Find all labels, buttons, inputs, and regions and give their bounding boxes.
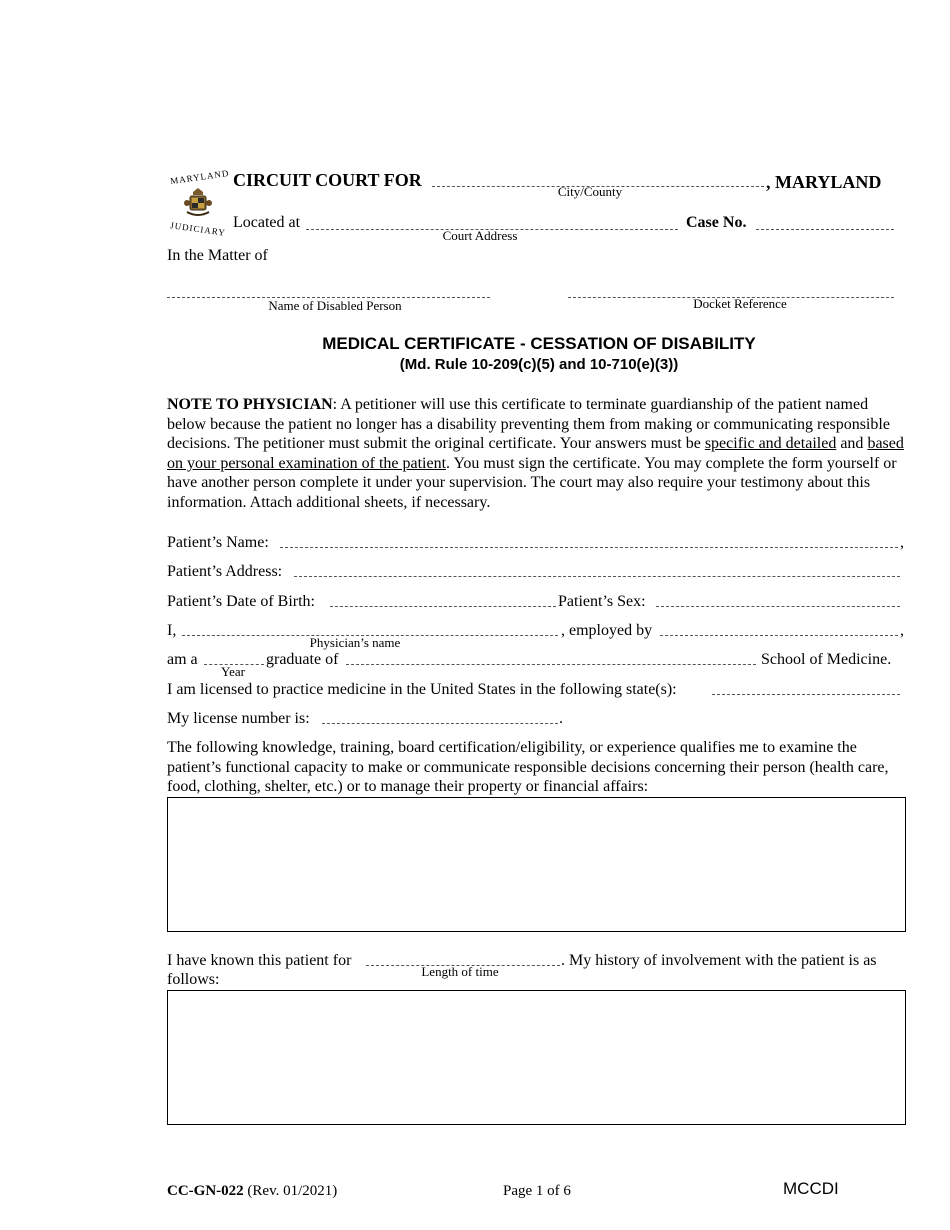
medical-school-field[interactable] — [346, 664, 756, 665]
patient-address-label: Patient’s Address: — [167, 563, 283, 580]
license-number-label: My license number is: — [167, 710, 310, 727]
form-revision: (Rev. 01/2021) — [243, 1183, 338, 1199]
page-number: Page 1 of 6 — [503, 1183, 571, 1199]
form-title: MEDICAL CERTIFICATE - CESSATION OF DISABILITY — [322, 334, 756, 353]
form-number-code: CC-GN-022 — [167, 1183, 244, 1199]
form-subtitle: (Md. Rule 10-209(c)(5) and 10-710(e)(3)) — [399, 356, 679, 373]
school-label: School of Medicine. — [761, 651, 892, 668]
history-textarea[interactable] — [167, 990, 906, 1125]
form-code: MCCDI — [783, 1179, 839, 1198]
located-label: Located at — [233, 214, 301, 231]
case-no-label: Case No. — [686, 214, 747, 231]
license-number-field[interactable] — [322, 723, 558, 724]
note-text-3: . You must sign the certificate. You may complete the form yourself or have another person complete it under your supervision. The court may also require your testimony about this information. Attach additional sheets, if necessary. — [167, 454, 897, 511]
court-city-caption: City/County — [557, 184, 623, 199]
patient-name-label: Patient’s Name: — [167, 534, 269, 551]
year-caption: Year — [221, 664, 245, 679]
note-label: NOTE TO PHYSICIAN — [167, 396, 333, 413]
history-label: . My history of involvement with the patient is as — [561, 952, 877, 969]
state-label: , MARYLAND — [766, 172, 882, 192]
seal-top-text: MARYLAND — [169, 167, 230, 187]
case-no-field[interactable] — [756, 229, 894, 230]
follows-label: follows: — [167, 971, 220, 988]
disabled-person-caption: Name of Disabled Person — [268, 298, 402, 313]
employed-comma: , — [900, 622, 904, 639]
dob-field[interactable] — [330, 606, 556, 607]
patient-name-comma: , — [900, 534, 904, 551]
seal-bottom-text: JUDICIARY — [169, 220, 227, 238]
sex-label: Patient’s Sex: — [558, 593, 646, 610]
court-label: CIRCUIT COURT FOR — [233, 170, 422, 190]
dob-label: Patient’s Date of Birth: — [167, 593, 315, 610]
license-number-period: . — [559, 710, 563, 727]
maryland-judiciary-seal — [166, 168, 230, 240]
coat-of-arms-icon — [183, 186, 213, 220]
employer-field[interactable] — [660, 635, 898, 636]
court-address-caption: Court Address — [442, 228, 518, 243]
matter-label: In the Matter of — [167, 247, 268, 264]
qualifications-text: The following knowledge, training, board certification/eligibility, or experience qualifies me to examine the patient’s functional capacity to make or communicate responsible decisions concerning their person (health care, food, clothing, shelter, etc.) or to manage their property or financial affairs: — [167, 739, 889, 796]
licensed-label: I am licensed to practice medicine in the United States in the following state(s): — [167, 681, 677, 698]
patient-name-field[interactable] — [280, 547, 898, 548]
note-text-2: and — [836, 435, 868, 453]
license-states-field[interactable] — [712, 694, 900, 695]
note-underline-1: specific and detailed — [704, 435, 837, 453]
am-a-label: am a — [167, 651, 198, 668]
qualifications-textarea[interactable] — [167, 797, 906, 932]
patient-address-field[interactable] — [294, 576, 900, 577]
physician-caption: Physician’s name — [309, 635, 401, 650]
form-number — [167, 1181, 337, 1201]
i-label: I, — [167, 622, 177, 639]
length-caption: Length of time — [421, 964, 499, 979]
employed-label: , employed by — [561, 622, 653, 639]
note-text-1: : A petitioner will use this certificate to terminate guardianship of the patient named below because the patient no longer has a disability preventing them from making or communicating responsible decisions. The petitioner must submit the original certificate. Your answers must be — [167, 396, 890, 453]
sex-field[interactable] — [656, 606, 900, 607]
note-underline-2: based on your personal examination of the patient — [167, 435, 904, 472]
note-to-physician — [167, 395, 911, 513]
known-label: I have known this patient for — [167, 952, 352, 969]
graduate-label: graduate of — [266, 651, 339, 668]
docket-caption: Docket Reference — [693, 296, 787, 311]
